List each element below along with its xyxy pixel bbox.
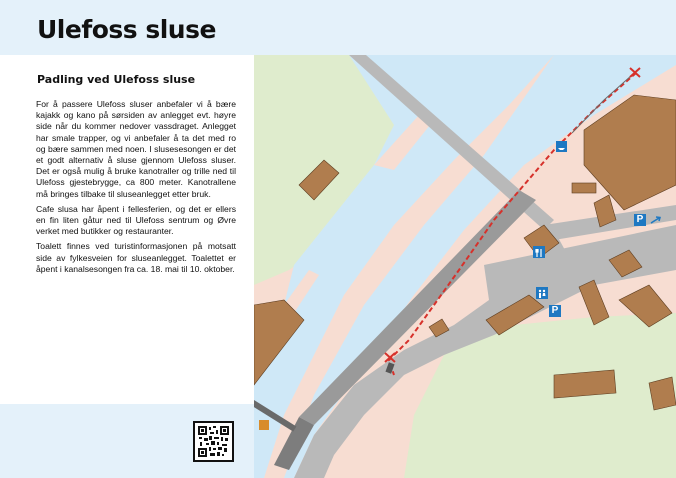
header-bar: [0, 0, 676, 55]
parking-icon-east: [634, 214, 646, 226]
qr-code-pattern: [198, 426, 229, 457]
parking-label: P: [636, 214, 644, 225]
restaurant-icon: [533, 246, 545, 258]
paragraph-cafe: Cafe slusa har åpent i fellesferien, og det er ellers en fin liten gåtur ned til Ulefoss sentrum og Øvre verket med butikker og restauranter.: [36, 203, 236, 237]
parking-icon-south: [549, 305, 561, 317]
map[interactable]: [254, 55, 676, 478]
parking-label: P: [551, 305, 559, 316]
toilet-icon: [536, 287, 548, 299]
direction-arrow-icon: [650, 211, 662, 219]
canoe-icon: [556, 141, 567, 152]
page-title: Ulefoss sluse: [37, 15, 216, 44]
section-heading: Padling ved Ulefoss sluse: [37, 73, 196, 86]
map-canvas: [254, 55, 676, 478]
article-body: [36, 99, 236, 279]
paragraph-paddling: For å passere Ulefoss sluser anbefaler vi å bære kajakk og kano på sørsiden av anlegget evt. høyre side når du kommer nedover vassdraget. Anlegget har smale trapper, og vi anbefaler å ta det med ro og bære sammen med noen. I slusesesongen er det et godt alternativ å sluse gjennom Ulefoss sluser. Det er også mulig å bruke kanotraller og trille ned til Ulefoss gjestebrygge, ca 800 meter. Kanotrallene må bringes tilbake til sluseanlegget etter bruk.: [36, 99, 236, 199]
qr-code-icon[interactable]: [193, 421, 234, 462]
paragraph-toilet: Toalett finnes ved turistinformasjonen på motsatt side av fylkesveien for sluseanlegget. Toalettet er åpent i kanalsesongen fra ca. 18. mai til 10. oktober.: [36, 241, 236, 274]
